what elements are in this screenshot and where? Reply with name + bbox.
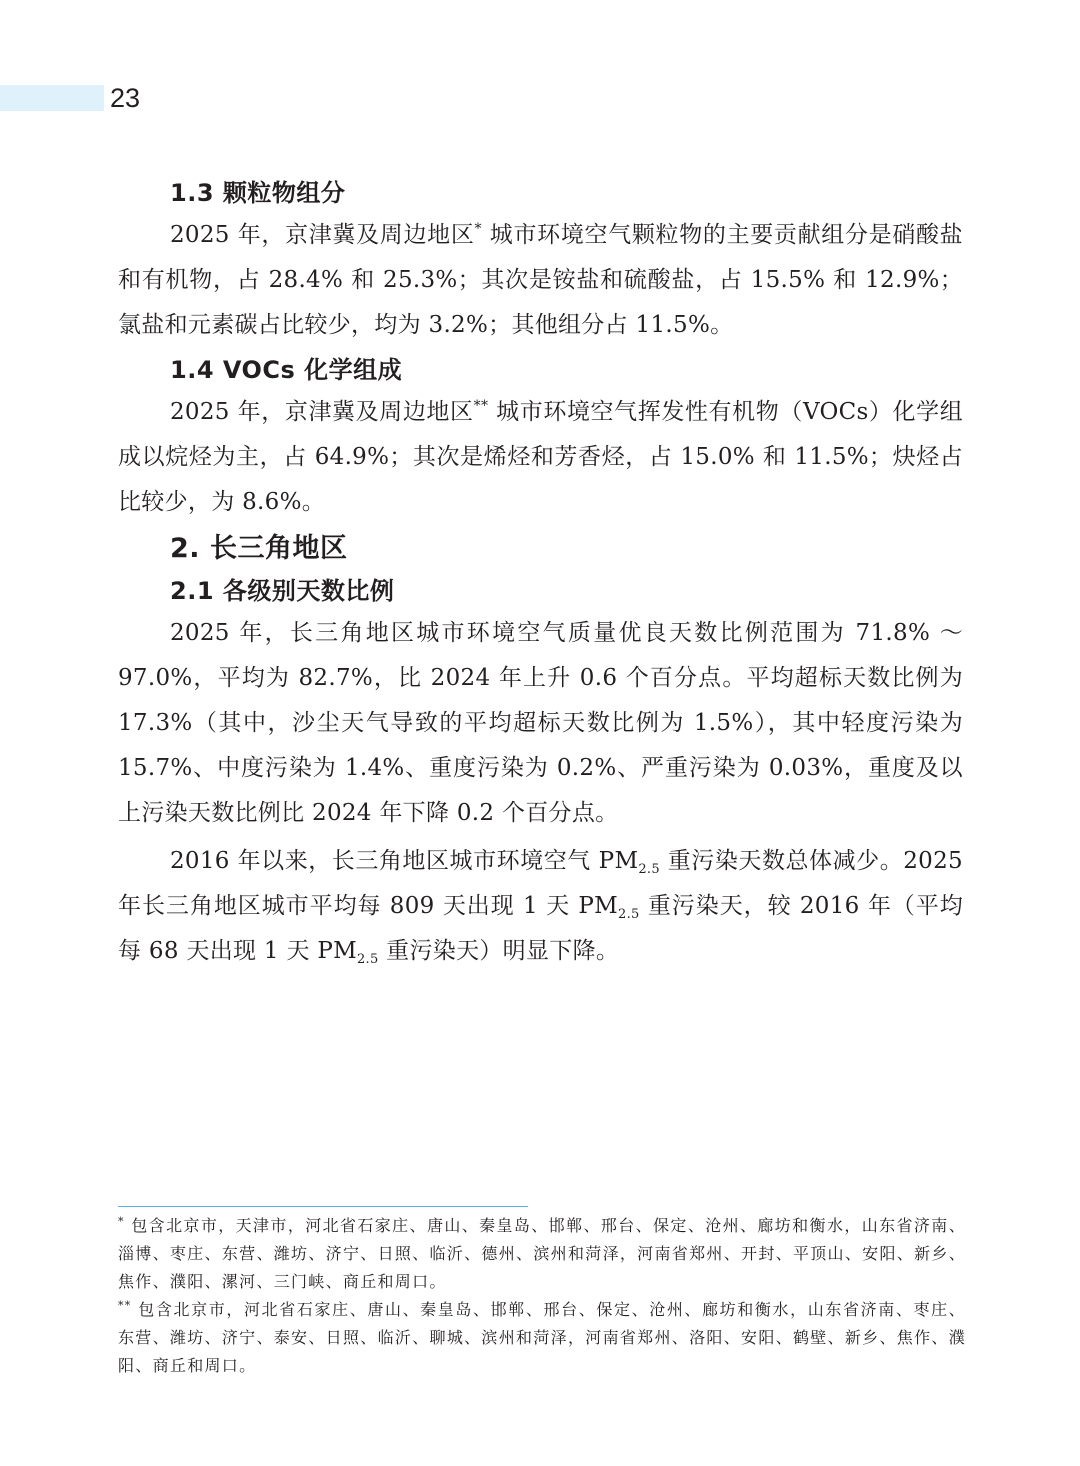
paragraph-text: 重污染天）明显下降。: [378, 938, 620, 964]
main-content: [118, 173, 963, 974]
section-heading-1-3: 1.3 颗粒物组分: [170, 179, 346, 207]
page-number: 23: [110, 83, 141, 113]
section-heading-2-1: 2.1 各级别天数比例: [170, 577, 395, 605]
section-heading-1-4: 1.4 VOCs 化学组成: [170, 356, 403, 384]
paragraph-pm25-pollution: [118, 839, 963, 974]
footnote-mark: **: [118, 1299, 132, 1312]
footnote-mark: *: [118, 1215, 125, 1228]
footnote-text: 包含北京市，河北省石家庄、唐山、秦皇岛、邯郸、邢台、保定、沧州、廊坊和衡水，山东省济南、枣庄、东营、潍坊、济宁、泰安、日照、临沂、聊城、滨州和菏泽，河南省郑州、洛阳、安阳、鹤壁、新乡、焦作、濮阳、商丘和周口。: [118, 1300, 966, 1375]
paragraph-text: 城市环境空气挥发性有机物（VOCs）化学组成以烷烃为主，占 64.9%；其次是烯烃和芳香烃，占 15.0% 和 11.5%；炔烃占比较少，为 8.6%。: [118, 399, 963, 515]
page-number-bar: [0, 85, 104, 111]
footnote-1: [118, 1212, 966, 1296]
footnotes: [118, 1212, 966, 1380]
paragraph-text: 2016 年以来，长三角地区城市环境空气 PM: [170, 848, 639, 874]
footnote-ref[interactable]: *: [474, 221, 482, 237]
footnote-2: [118, 1296, 966, 1380]
paragraph-days-ratio: 2025 年，长三角地区城市环境空气质量优良天数比例范围为 71.8% ～ 97.0%，平均为 82.7%，比 2024 年上升 0.6 个百分点。平均超标天数比例为 17.3%（其中，沙尘天气导致的平均超标天数比例为 1.5%），其中轻度污染为 15.7%、中度污染为 1.4%、重度污染为 0.2%、严重污染为 0.03%，重度及以上污染天数比例比 2024 年下降 0.2 个百分点。: [118, 620, 963, 826]
paragraph-text: 重污染天数总体减少。2025 年长三角地区城市平均每 809 天出现 1 天 PM: [118, 848, 963, 919]
section-heading-2: 2. 长三角地区: [170, 533, 348, 564]
paragraph-vocs-composition: [118, 390, 963, 525]
subscript: 2.5: [356, 952, 379, 967]
paragraph-text: 城市环境空气颗粒物的主要贡献组分是硝酸盐和有机物，占 28.4% 和 25.3%；其次是铵盐和硫酸盐，占 15.5% 和 12.9%；氯盐和元素碳占比较少，均为 3.2%；其他组分占 11.5%。: [118, 222, 963, 338]
footnote-divider: [118, 1206, 528, 1207]
footnote-text: 包含北京市，天津市，河北省石家庄、唐山、秦皇岛、邯郸、邢台、保定、沧州、廊坊和衡水，山东省济南、淄博、枣庄、东营、潍坊、济宁、日照、临沂、德州、滨州和菏泽，河南省郑州、开封、平顶山、安阳、新乡、焦作、濮阳、漯河、三门峡、商丘和周口。: [118, 1216, 966, 1291]
paragraph-text: 重污染天，较 2016 年（平均每 68 天出现 1 天 PM: [118, 893, 963, 964]
footnote-ref[interactable]: **: [473, 398, 489, 414]
paragraph-particulate-components: [118, 213, 963, 348]
subscript: 2.5: [638, 862, 660, 877]
paragraph-text: 2025 年，京津冀及周边地区: [170, 222, 475, 248]
subscript: 2.5: [618, 907, 640, 922]
paragraph-text: 2025 年，京津冀及周边地区: [170, 399, 474, 425]
